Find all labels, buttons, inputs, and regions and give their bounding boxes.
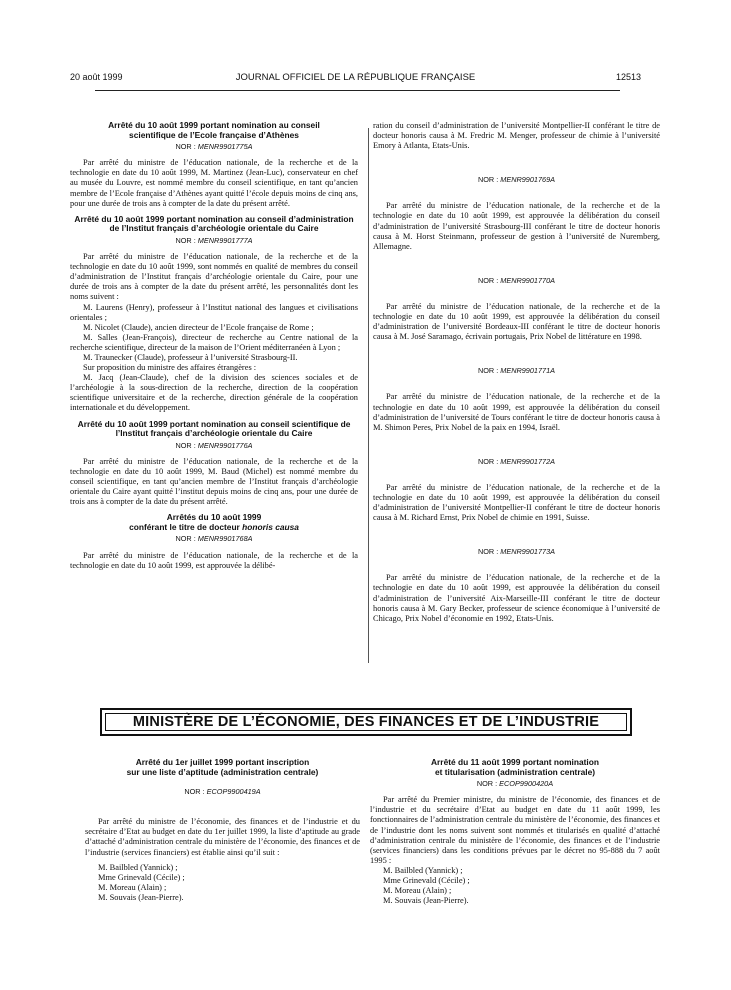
journal-title: JOURNAL OFFICIEL DE LA RÉPUBLIQUE FRANÇAISE [235, 72, 476, 83]
article-body: Par arrêté du Premier ministre, du ministre de l’économie, des finances et de l’industrie et du secrétaire d’Etat au budget en date du 11 août 1999, les fonctionnaires de l’administration centrale du ministère de l’économie, des finances et de l’industrie dont les noms suivent sont nommés et titularisés en qualité d’attaché d’administration centrale du ministère de l’économie, des finances et de l’industrie (services financiers) dans les conditions prévues par le décret no 95-888 du 7 août 1995 : [370, 795, 660, 865]
list-item: M. Moreau (Alain) ; [383, 886, 452, 896]
list-item: M. Souvais (Jean-Pierre). [98, 892, 184, 902]
nor-reference: NOR : ECOP9900420A [476, 779, 554, 789]
ministry-banner: MINISTÈRE DE L’ÉCONOMIE, DES FINANCES ET DE L’INDUSTRIE [100, 708, 632, 736]
nor-reference: NOR : MENR9901769A [477, 175, 556, 185]
article-title-line2: et titularisation (administration centrale) [434, 766, 596, 777]
column-divider [368, 128, 369, 663]
article-body: Par arrêté du ministre de l’économie, des finances et de l’industrie et du secrétaire d’Etat au budget en date du 1er juillet 1999, la liste d’aptitude au grade d’attaché d’administration centrale du ministère de l’économie, des finances et de l’industrie (services financiers) est établie ainsi qu’il suit : [85, 817, 360, 857]
article-body: Par arrêté du ministre de l’éducation nationale, de la recherche et de la technologie en date du 10 août 1999, est approuvée la délibération du conseil d’administration de l’université Bordeaux-III conférant le titre de docteur honoris causa à M. José Saramago, écrivain portugais, Prix Nobel de littérature en 1998. [373, 301, 660, 342]
article-title: Arrêté du 10 août 1999 portant nomination au conseil scientifique de l’Ecole française d’Athènes [108, 120, 320, 140]
list-item: Mme Grinevald (Cécile) ; [98, 872, 185, 882]
list-item: Mme Grinevald (Cécile) ; [383, 876, 470, 886]
list-item: M. Salles (Jean-François), directeur de recherche au Centre national de la recherche scientifique, directeur de la maison de l’Orient méditerranéen à Lyon ; [70, 332, 358, 352]
list-item: M. Souvais (Jean-Pierre). [383, 896, 469, 906]
list-item: M. Nicolet (Claude), ancien directeur de l’Ecole française de Rome ; [83, 322, 314, 332]
article-title: Arrêté du 1er juillet 1999 portant inscription [135, 757, 310, 767]
nor-reference: NOR : MENR9901771A [477, 366, 556, 376]
list-item: Sur proposition du ministre des affaires étrangères : [83, 363, 257, 373]
header-rule [95, 90, 620, 91]
article-title: Arrêté du 10 août 1999 portant nomination au conseil scientifique de l’Institut français d’archéologie orientale du Caire [77, 418, 351, 439]
article-title: Arrêté du 10 août 1999 portant nomination au conseil d’administration de l’Institut français d’archéologie orientale du Caire [74, 213, 354, 234]
article-body: Par arrêté du ministre de l’éducation nationale, de la recherche et de la technologie en date du 10 août 1999, est approuvée la délibération du conseil d’administration de l’université de Tours conférant le titre de docteur honoris causa à M. Shimon Peres, Prix Nobel de la paix en 1994, Israël. [373, 392, 660, 432]
article-body: Par arrêté du ministre de l’éducation nationale, de la recherche et de la technologie en date du 10 août 1999, M. Martinez (Jean-Luc), conservateur en chef au musée du Louvre, est nommé membre du conseil scientifique, en tant qu’ancien membre de l’Ecole française d’Athènes ayant quitté l’école depuis moins de cinq ans, pour une durée de trois ans à compter de la date du présent arrêté. [70, 158, 358, 208]
page-number: 12513 [615, 72, 641, 82]
list-item: M. Jacq (Jean-Claude), chef de la division des sciences sociales et de l’archéologie à la sous-direction de la recherche, direction de la coopération scientifique universitaire et de la recherche, direction générale de la coopération internationale et du développement. [70, 373, 358, 413]
nor-reference: NOR : ECOP9900419A [184, 787, 261, 797]
bottom-right-column [370, 758, 660, 906]
list-item: M. Bailbled (Yannick) ; [383, 865, 463, 875]
article-body: Par arrêté du ministre de l’éducation nationale, de la recherche et de la technologie en date du 10 août 1999, est approuvée la délibération du conseil d’administration de l’université Strasbourg-III conférant le titre de docteur honoris causa à M. Horst Steinmann, professeur de gestion à l’université de Nuremberg, Allemagne. [373, 201, 660, 251]
page-header [70, 72, 641, 86]
article-body: Par arrêté du ministre de l’éducation nationale, de la recherche et de la technologie en date du 10 août 1999, est approuvée la délibé- [70, 550, 358, 570]
nor-reference: NOR : MENR9901775A [175, 142, 253, 152]
article-body: Par arrêté du ministre de l’éducation nationale, de la recherche et de la technologie en date du 10 août 1999, M. Baud (Michel) est nommé membre du conseil scientifique, en tant qu’ancien membre de l’Institut français d’archéologie orientale du Caire ayant quitté l’institut depuis moins de cinq ans, pour une durée de trois ans à compter de la date du présent arrêté. [70, 456, 358, 507]
list-item: M. Traunecker (Claude), professeur à l’université Strasbourg-II. [83, 352, 298, 362]
list-item: M. Bailbled (Yannick) ; [98, 862, 178, 872]
issue-date: 20 août 1999 [70, 72, 123, 82]
right-column [373, 121, 660, 624]
list-item: M. Laurens (Henry), professeur à l’Institut national des langues et civilisations orientales ; [70, 302, 358, 322]
article-title-line2: conférant le titre de docteur honoris causa [129, 521, 299, 532]
article-body: Par arrêté du ministre de l’éducation nationale, de la recherche et de la technologie en date du 10 août 1999, est approuvée la délibération du conseil d’administration de l’université Aix-Marseille-III conférant le titre de docteur honoris causa à M. Gary Becker, professeur de science économique à l’université de Chicago, Prix Nobel d’économie en 1992, Etats-Unis. [373, 573, 660, 623]
nor-reference: NOR : MENR9901770A [477, 275, 556, 285]
article-body: ration du conseil d’administration de l’université Montpellier-II conférant le titre de docteur honoris causa à M. Fredric M. Menger, professeur de chimie à l’université Emory à Atlanta, Etats-Unis. [373, 121, 660, 151]
article-title: Arrêté du 11 août 1999 portant nomination [431, 757, 599, 767]
article-title-line2: sur une liste d’aptitude (administration centrale) [126, 766, 319, 777]
bottom-left-column [85, 758, 360, 903]
list-item: M. Moreau (Alain) ; [98, 882, 167, 892]
article-title: Arrêtés du 10 août 1999 [166, 512, 262, 523]
nor-reference: NOR : MENR9901772A [477, 456, 556, 466]
nor-reference: NOR : MENR9901777A [175, 235, 253, 245]
nor-reference: NOR : MENR9901768A [175, 534, 253, 544]
article-body: Par arrêté du ministre de l’éducation nationale, de la recherche et de la technologie en date du 10 août 1999, sont nommés en qualité de membres du conseil d’administration de l’Institut français d’archéologie orientale du Caire, pour une durée de trois ans à compter de la date du présent arrêté, les personnalités dont les noms suivent : [70, 252, 358, 302]
nor-reference: NOR : MENR9901776A [175, 440, 253, 450]
nor-reference: NOR : MENR9901773A [477, 547, 556, 557]
left-column [70, 121, 358, 571]
article-body: Par arrêté du ministre de l’éducation nationale, de la recherche et de la technologie en date du 10 août 1999, est approuvée la délibération du conseil d’administration de l’université Montpellier-II conférant le titre de docteur honoris causa à M. Richard Ernst, Prix Nobel de chimie en 1991, Suisse. [373, 482, 660, 523]
